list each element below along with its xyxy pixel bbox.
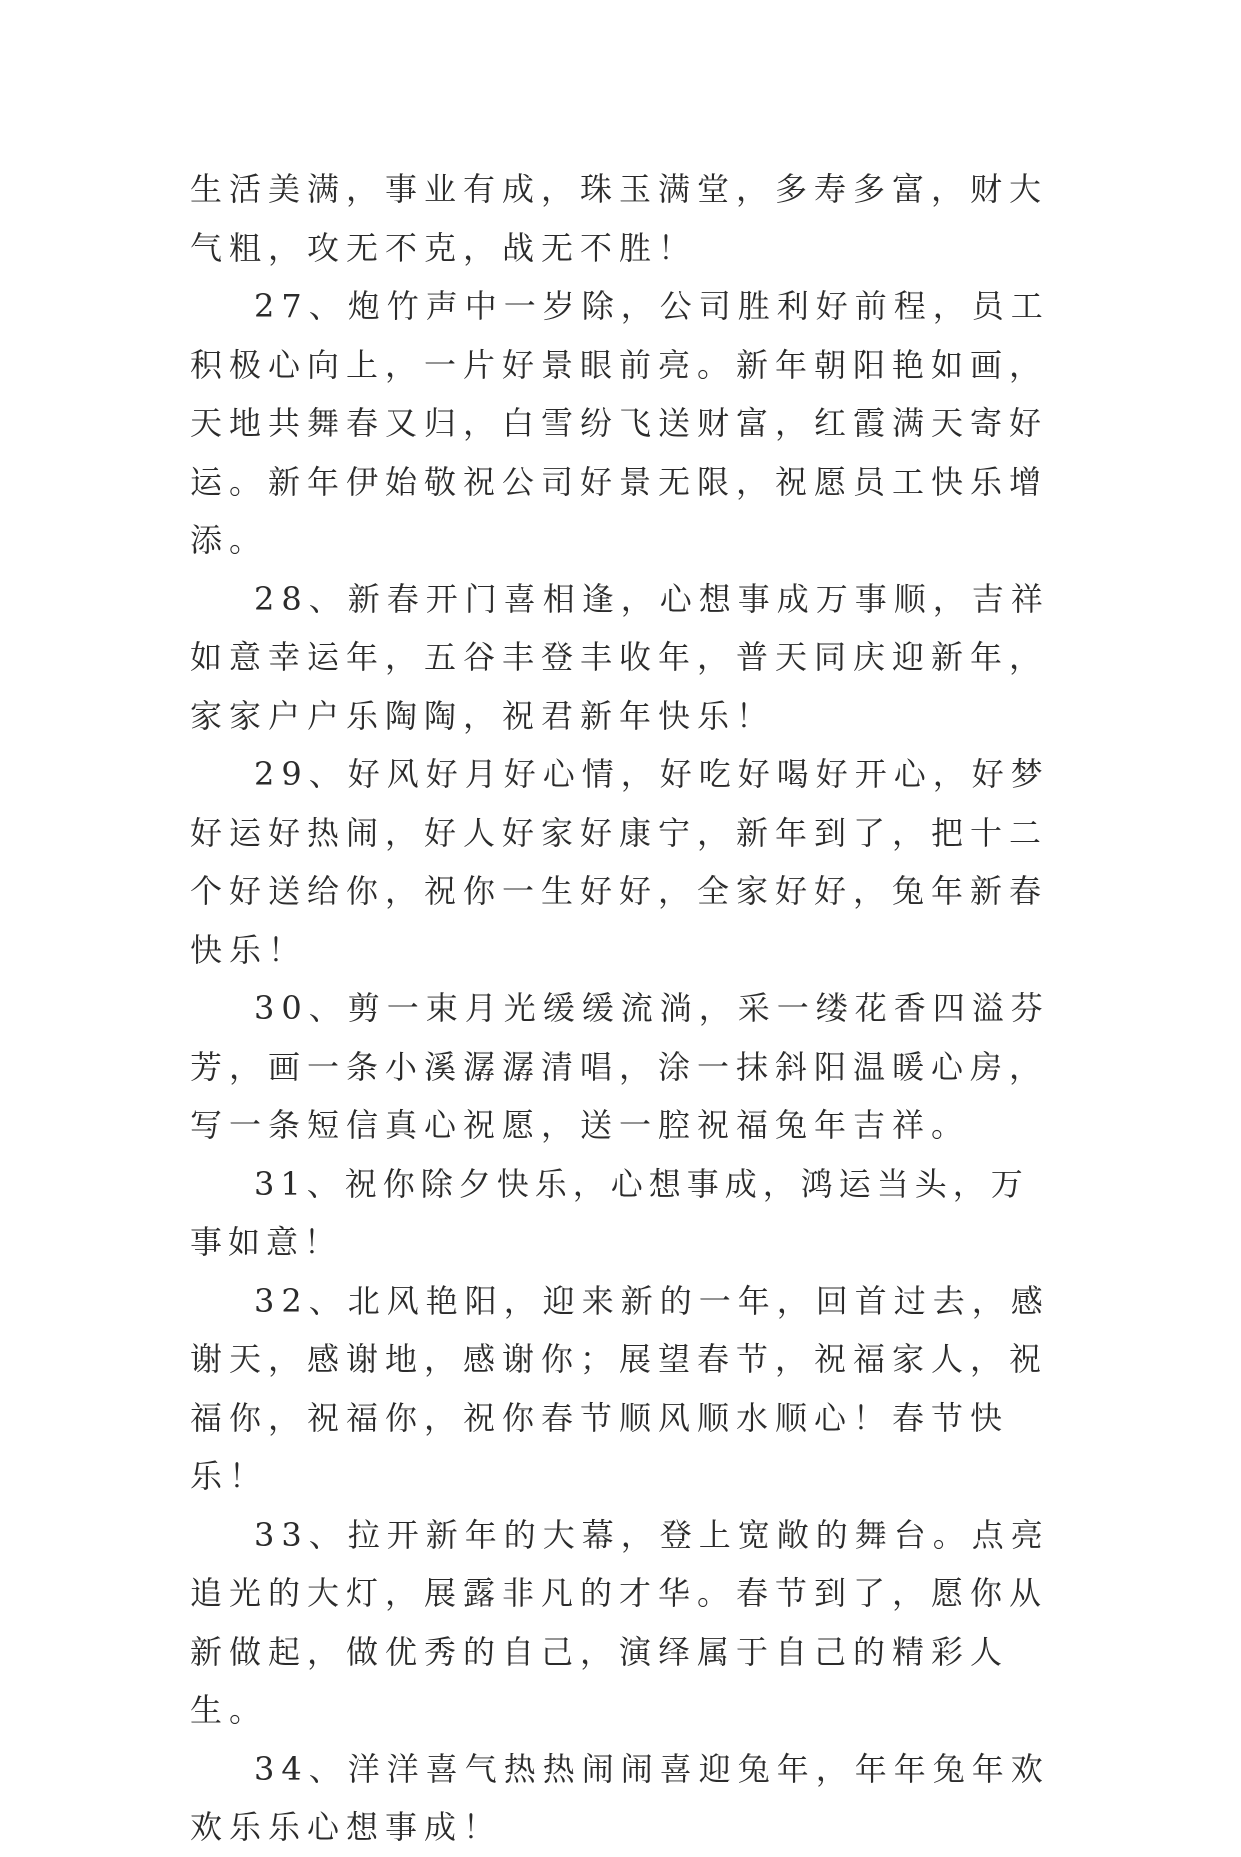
paragraph-26-continuation: 生活美满，事业有成，珠玉满堂，多寿多富，财大气粗，攻无不克，战无不胜！: [190, 170, 1049, 267]
paragraph-30: 30、剪一束月光缓缓流淌，采一缕花香四溢芬芳，画一条小溪潺潺清唱，涂一抹斜阳温暖心房，写一条短信真心祝愿，送一腔祝福兔年吉祥。: [190, 989, 1050, 1144]
paragraph-27: 27、炮竹声中一岁除，公司胜利好前程，员工积极心向上，一片好景眼前亮。新年朝阳艳如画，天地共舞春又归，白雪纷飞送财富，红霞满天寄好运。新年伊始敬祝公司好景无限，祝愿员工快乐增添。: [190, 287, 1050, 559]
paragraph-31: 31、祝你除夕快乐，心想事成，鸿运当头，万事如意！: [190, 1164, 1029, 1261]
paragraph-33: 33、拉开新年的大幕，登上宽敞的舞台。点亮追光的大灯，展露非凡的才华。春节到了，愿你从新做起，做优秀的自己，演绎属于自己的精彩人生。: [190, 1515, 1050, 1729]
paragraph-29: 29、好风好月好心情，好吃好喝好开心，好梦好运好热闹，好人好家好康宁，新年到了，把十二个好送给你，祝你一生好好，全家好好，兔年新春快乐！: [190, 755, 1050, 969]
paragraph-34: 34、洋洋喜气热热闹闹喜迎兔年，年年兔年欢欢乐乐心想事成！: [190, 1749, 1050, 1846]
document-body: [190, 160, 1050, 1857]
paragraph-32: 32、北风艳阳，迎来新的一年，回首过去，感谢天，感谢地，感谢你；展望春节，祝福家人，祝福你，祝福你，祝你春节顺风顺水顺心！春节快乐！: [190, 1281, 1050, 1495]
paragraph-28: 28、新春开门喜相逢，心想事成万事顺，吉祥如意幸运年，五谷丰登丰收年，普天同庆迎新年，家家户户乐陶陶，祝君新年快乐！: [190, 579, 1050, 735]
